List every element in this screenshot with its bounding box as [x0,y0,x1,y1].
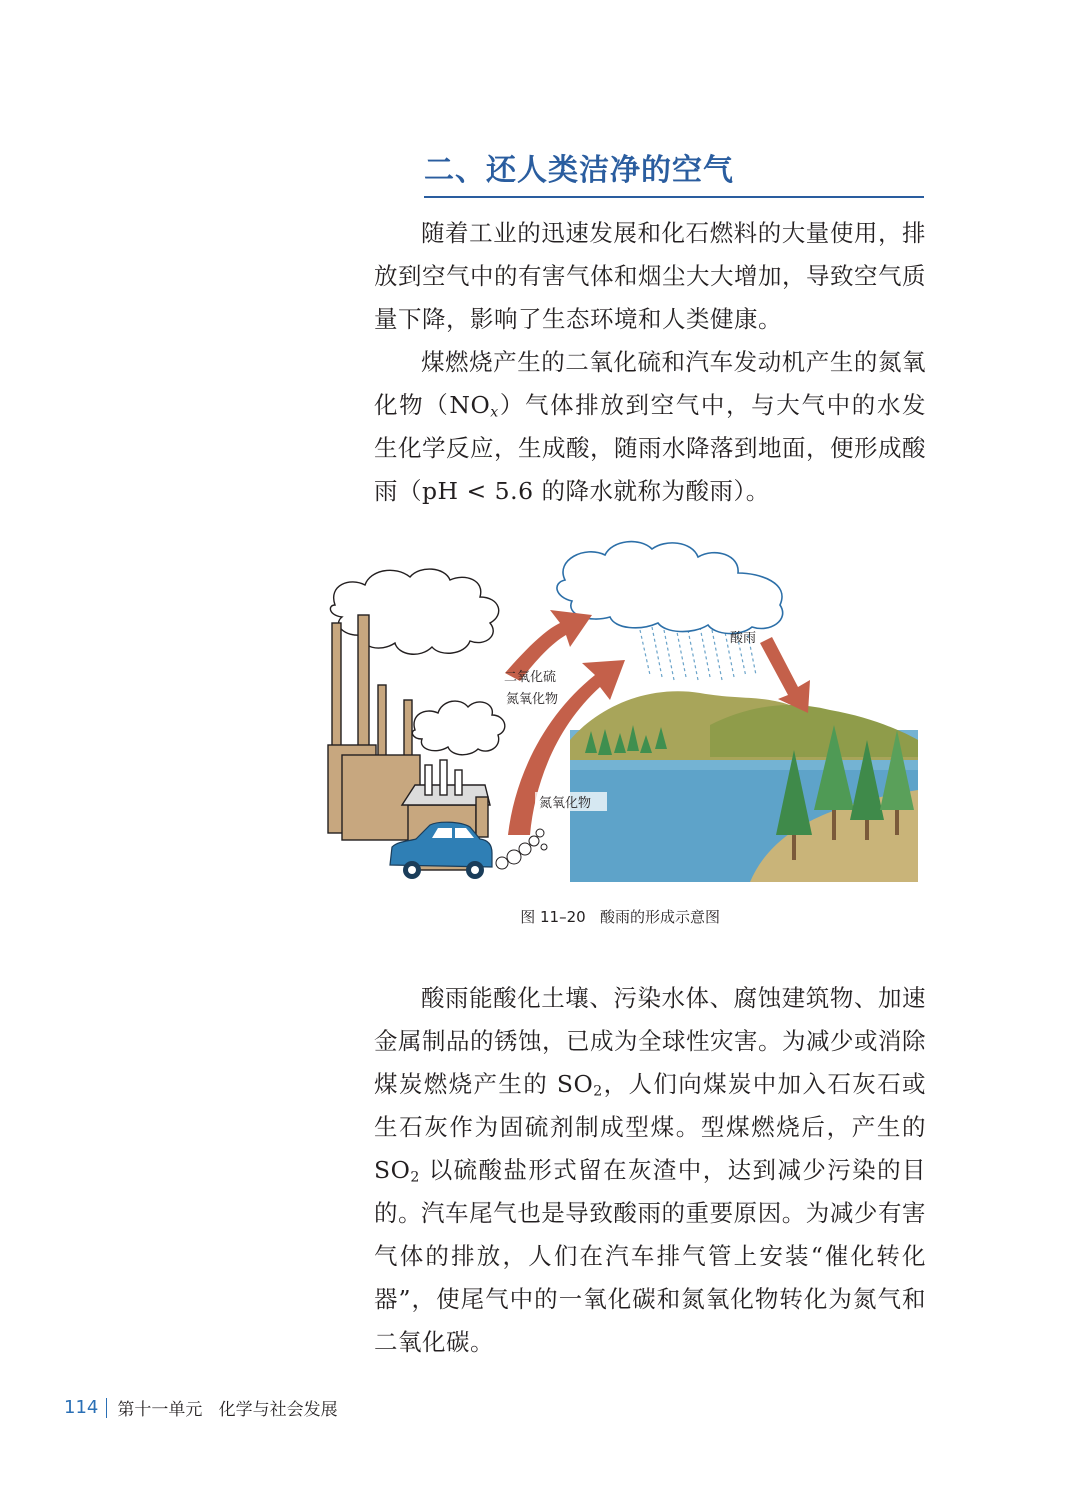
page-number: 114 [64,1397,99,1418]
label-so2: 二氧化硫 [504,670,557,685]
figure-caption: 图 11–20 酸雨的形成示意图 [520,908,720,926]
chimney [404,700,412,760]
landscape [570,691,918,882]
rain-cloud [557,542,783,634]
page-footer [64,1395,338,1420]
paragraph-1 [374,212,926,341]
nox-subscript: x [490,404,499,421]
label-acid-rain: 酸雨 [730,631,757,646]
paragraph-1-text: 随着工业的迅速发展和化石燃料的大量使用，排放到空气中的有害气体和烟尘大大增加，导致空气质量下降，影响了生态环境和人类健康。 [374,219,926,333]
so2-subscript: 2 [593,1083,603,1100]
paragraph-3-text-b: ，人们向煤炭中加入石灰石或生石灰作为固硫剂制成型煤。型煤燃烧后，产生的 SO [374,1070,926,1184]
paragraph-4-text: 汽车尾气也是导致酸雨的重要原因。为减少有害气体的排放，人们在汽车排气管上安装“催化转化器”，使尾气中的一氧化碳和氮氧化物转化为氮气和二氧化碳。 [374,1199,926,1356]
label-nox-factory: 氮氧化物 [506,692,559,707]
section-title: 二、还人类洁净的空气 [424,153,734,188]
so2-subscript: 2 [410,1169,420,1186]
footer-divider [106,1398,107,1418]
paragraph-4 [374,1192,926,1364]
chimney [378,685,386,757]
unit-title: 第十一单元 化学与社会发展 [117,1400,338,1420]
chimney [358,615,369,748]
paragraph-3-text-c: 以硫酸盐形式留在灰渣中，达到减少污染的目的。 [374,1156,926,1227]
label-nox-car: 氮氧化物 [539,796,592,811]
smoke-cloud [330,569,504,755]
title-underline [424,196,924,198]
acid-rain-illustration [320,535,925,895]
chimney [332,623,341,748]
paragraph-3-text-a: 酸雨能酸化土壤、污染水体、腐蚀建筑物、加速金属制品的锈蚀，已成为全球性灾害。为减少或消除煤炭燃烧产生的 SO [374,984,926,1098]
paragraph-2-text-a: 煤燃烧产生的二氧化硫和汽车发动机产生的氮氧化物（NO [374,348,926,419]
acid-rain-figure [320,535,925,895]
paragraph-2 [374,341,926,513]
paragraph-2-text-b: ）气体排放到空气中，与大气中的水发生化学反应，生成酸，随雨水降落到地面，便形成酸雨（pH < 5.6 的降水就称为酸雨）。 [374,391,926,505]
